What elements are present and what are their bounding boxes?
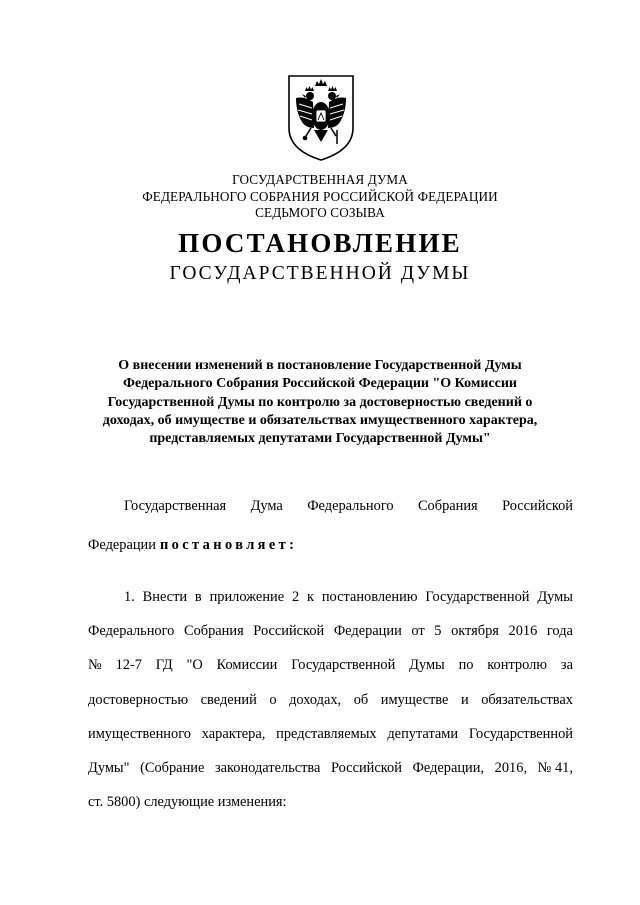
preamble-line (88, 496, 573, 516)
word: Думы" (88, 759, 130, 776)
russian-coat-of-arms-icon (284, 72, 358, 162)
document-type: ПОСТАНОВЛЕНИЕ (178, 228, 462, 258)
word: "О (186, 657, 203, 674)
document-title (0, 357, 640, 448)
preamble-line (88, 535, 573, 555)
word: и (460, 691, 469, 708)
word: приложение (209, 589, 285, 605)
word: ГД (155, 657, 173, 674)
word: Государственной (291, 657, 396, 674)
word: Государственная (124, 498, 227, 514)
word: 12-7 (115, 657, 142, 674)
org-line-1: ГОСУДАРСТВЕННАЯ ДУМА (232, 172, 408, 187)
word: доходах, (289, 691, 342, 708)
word: от (411, 623, 425, 640)
word: № 41, (537, 759, 573, 776)
word: постановлению (321, 589, 418, 605)
item-1-line (88, 792, 573, 812)
word: Российской (253, 623, 325, 640)
word: (Собрание (140, 759, 205, 776)
word: законодательства (214, 759, 321, 776)
word: Федерального (88, 623, 175, 640)
word: Дума (250, 498, 283, 514)
word: октября (451, 623, 499, 640)
word: Российской (330, 759, 402, 776)
word: года (546, 623, 573, 640)
word: достоверностью (88, 691, 189, 708)
document-issuer: ГОСУДАРСТВЕННОЙ ДУМЫ (169, 263, 471, 284)
title-line: представляемых депутатами Государственной Думы" (149, 431, 491, 447)
item-1-line (88, 621, 573, 641)
word: Думы (409, 657, 445, 674)
item-1-paragraph (88, 587, 573, 812)
word: по (458, 657, 474, 674)
line-text: ст. 5800) следующие изменения: (88, 794, 287, 811)
word: № (88, 657, 102, 674)
word: об (353, 691, 369, 708)
word: Внести (142, 589, 188, 605)
word: 2016, (494, 759, 528, 776)
word: Российской (502, 498, 573, 514)
word: за (560, 657, 573, 674)
word: контролю (487, 657, 548, 674)
word: Федерации (88, 536, 156, 553)
word: Федерации, (412, 759, 485, 776)
title-line: О внесении изменений в постановление Государственной Думы (118, 358, 522, 373)
word: сведений (200, 691, 257, 708)
word: обязательствах (481, 691, 573, 708)
word: Комиссии (216, 657, 278, 674)
word: имущественного (88, 725, 191, 742)
word: Собрания (183, 623, 244, 640)
item-1-line (88, 587, 573, 607)
word: Собрания (417, 498, 478, 514)
preamble-paragraph (88, 496, 573, 555)
word: 1. (124, 589, 135, 605)
item-1-line (88, 655, 573, 675)
word: представляемых (276, 725, 377, 742)
word: Федерального (307, 498, 394, 514)
item-1-line (88, 690, 573, 710)
word: имуществе (380, 691, 449, 708)
convocation: СЕДЬМОГО СОЗЫВА (255, 205, 385, 220)
word: характера, (201, 725, 266, 742)
word: к (307, 589, 314, 605)
word: Государственной (425, 589, 530, 605)
item-1-line (88, 758, 573, 778)
word: в (194, 589, 202, 605)
word: о (269, 691, 277, 708)
word: Думы (537, 589, 573, 605)
word: 2 (291, 589, 300, 605)
word: 5 (434, 623, 442, 640)
item-1-line (88, 724, 573, 744)
word: Государственной (468, 725, 573, 742)
issuing-authority (0, 172, 640, 222)
word: Федерации (333, 623, 402, 640)
word: 2016 (508, 623, 538, 640)
title-line: Федерального Собрания Российской Федерации "О Комиссии (123, 376, 517, 392)
org-line-2: ФЕДЕРАЛЬНОГО СОБРАНИЯ РОССИЙСКОЙ ФЕДЕРАЦИИ (142, 188, 498, 204)
resolution-verb: постановляет: (159, 536, 298, 553)
title-line: Государственной Думы по контролю за достоверностью сведений о (107, 394, 533, 410)
word: депутатами (387, 725, 459, 742)
title-line: доходах, об имуществе и обязательствах имущественного характера, (102, 412, 538, 428)
